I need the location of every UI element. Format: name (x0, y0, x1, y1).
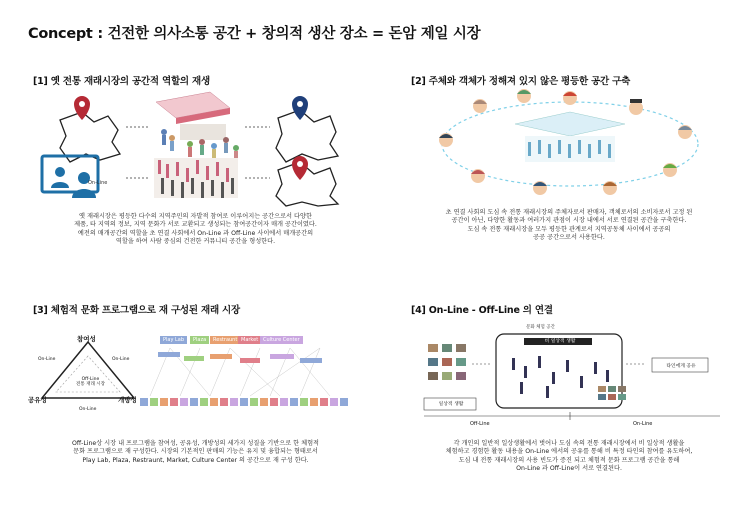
online-label: On-Line (88, 180, 108, 186)
people-silhouettes (512, 356, 609, 398)
section-4-paragraph: 각 개인의 일반적 일상생활에서 벗어나 도심 속의 전통 재래시장에서 비 일상적 생활을 체험하고 경험한 활동 내용을 On-Line 에서의 공유를 통해 비 특정 타인의 참여를 유도하여, 도심 내 전통 재래시장의 사용 빈도가 증진 되고 체험적 문화 프로그램 공간을 통해 On-Line 과 Off-Line이 서로 연결된다. (445, 440, 693, 473)
section-2-diagram (420, 88, 720, 203)
triangle-right-label: 개방성 (118, 396, 137, 404)
map-right-bottom (276, 156, 338, 206)
section-3-heading: [3] 체험적 문화 프로그램으로 재 구성된 재래 시장 (33, 305, 241, 316)
triangle-left-label: 공유성 (28, 396, 47, 404)
program-tag-culture-center: Culture Center (260, 336, 303, 344)
map-pin-blue-icon (292, 96, 308, 120)
section-1-diagram-bottom (30, 150, 360, 208)
page-title: Concept : 건전한 의사소통 공간 + 창의적 생산 장소 = 돈암 제일 시장 (28, 26, 481, 42)
market-center-illustration (515, 112, 625, 162)
triangle-left-edge: On-Line (38, 357, 56, 362)
program-tag-restraunt: Restraunt (210, 336, 240, 344)
map-pin-icon (292, 156, 308, 180)
program-bars (140, 398, 348, 406)
market-crowd-illustration (154, 158, 238, 198)
box-top-label: 문화 체험 공간 (526, 325, 555, 330)
box-title: 비 일상적 생활 (544, 339, 576, 344)
program-flow-diagram (140, 346, 360, 416)
section-1-paragraph: 옛 재래시장은 평등한 다수의 지역주민의 자발적 참여로 이루어지는 공간으로서 다양한 제품, 타 지역의 정보, 지역 문화가 서로 교환되고 생성되는 참여공간이자 매개 공간이였다. 예전의 매개공간의 역할을 초 연결 사회에서 On-Line 과 Off-Line 사이에서 매개공간의 역할을 하여 사람 중심의 건전한 커뮤니티 공간을 형성한다. (74, 213, 317, 246)
triangle-right-edge: On-Line (112, 357, 130, 362)
offline-label: Off-Line (470, 421, 490, 427)
user-grid-left (428, 344, 466, 380)
program-tag-plaza: Plaza (190, 336, 209, 344)
program-tag-play-lab: Play Lab (160, 336, 187, 344)
section-2-heading: [2] 주체와 객체가 정해져 있지 않은 평등한 공간 구축 (411, 76, 631, 87)
program-tag-market: Market (238, 336, 261, 344)
triangle-center: Off-Line 전통 재래 시장 (76, 377, 105, 387)
section-1-heading: [1] 옛 전통 재래시장의 공간적 역할의 재생 (33, 76, 210, 87)
triangle-bottom-edge: On-Line (79, 407, 97, 412)
section-3-paragraph: Off-Line상 시장 내 프로그램을 참여성, 공유성, 개방성의 세가지 성질을 기반으로 한 체험적 문화 프로그램으로 재 구성한다. 시장의 기본적인 판매의 기능은 유지 및 융합되는 형태로서 Play Lab, Plaza, Restraunt, Market, Culture Center 의 공간으로 재 구성 한다. (71, 440, 320, 464)
online-user-icon (42, 156, 98, 198)
section-2-paragraph: 초 연결 사회의 도심 속 전통 재래시장의 주체자로서 판매자, 객체로서의 소비자로서 고정 된 공간이 아닌, 다양한 활동과 여러가지 관점이 시장 내에서 서로 연결된 공간을 구축한다. 도심 속 전통 재래시장을 모두 평등한 관계로서 지역공동체 사이에서 공공의 공공 공간으로서 사용한다. (445, 209, 693, 242)
share-label: 타인에게 공유 (666, 364, 696, 369)
triangle-top-label: 참여성 (77, 335, 96, 343)
daily-life-label: 일상적 생활 (438, 402, 464, 407)
section-4-heading: [4] On-Line - Off-Line 의 연결 (411, 305, 553, 316)
online-label: On-Line (633, 421, 653, 427)
